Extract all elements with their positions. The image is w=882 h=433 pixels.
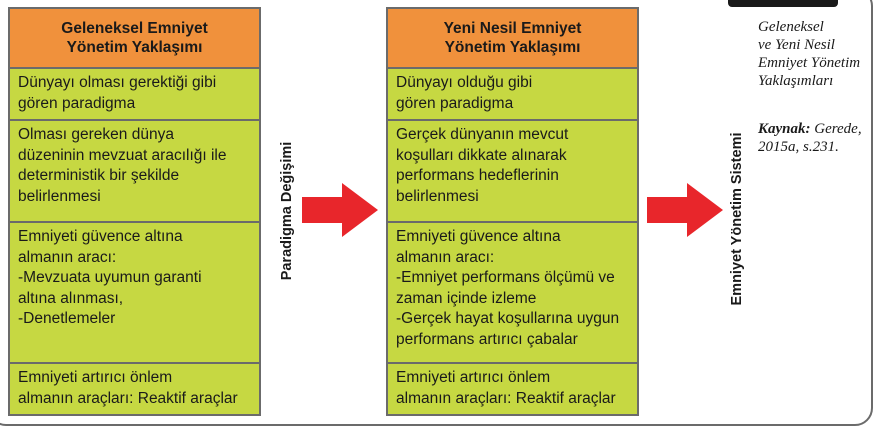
cell-line: belirlenmesi — [396, 187, 479, 205]
cell-line: gören paradigma — [18, 94, 136, 112]
header-line: Yönetim Yaklaşımı — [444, 39, 581, 56]
cell-line: almanın aracı: — [18, 248, 117, 266]
cell-line: Emniyeti artırıcı önlem — [396, 369, 551, 386]
cell-line: almanın araçları: Reaktif araçlar — [396, 389, 616, 407]
new-generation-approach-header — [388, 9, 637, 69]
cell-line: zaman içinde izleme — [396, 289, 537, 307]
caption-line: Yaklaşımları — [758, 73, 834, 89]
cell-line: Gerçek dünyanın mevcut — [396, 126, 569, 143]
cell-line: koşulları dikkate alınarak — [396, 146, 567, 164]
cell-line: Dünyayı olduğu gibi — [396, 74, 533, 91]
header-line: Yönetim Yaklaşımı — [66, 39, 203, 56]
figure-caption — [758, 18, 878, 90]
cell-line: -Denetlemeler — [18, 310, 116, 327]
new-cell-determination — [388, 121, 637, 223]
header-line: Geleneksel Emniyet — [61, 20, 208, 37]
cell-line: -Gerçek hayat koşullarına uygun — [396, 310, 620, 327]
traditional-approach-column — [8, 7, 261, 416]
safety-management-system-label: Emniyet Yönetim Sistemi — [729, 132, 745, 306]
cell-line: belirlenmesi — [18, 187, 101, 205]
caption-line: ve Yeni Nesil — [758, 37, 835, 53]
paradigm-shift-label: Paradigma Değişimi — [279, 141, 295, 281]
right-arrow-icon — [647, 183, 723, 237]
cell-line: -Mevzuata uyumun garanti — [18, 269, 202, 286]
caption-line: Emniyet Yönetim — [758, 55, 861, 71]
cell-line: Emniyeti artırıcı önlem — [18, 369, 173, 386]
cell-line: Emniyeti güvence altına — [396, 228, 561, 245]
cell-line: -Emniyet performans ölçümü ve — [396, 269, 615, 286]
new-cell-tools — [388, 364, 637, 414]
caption-line: Geleneksel — [758, 19, 824, 35]
new-cell-paradigm — [388, 69, 637, 121]
figure-tab — [728, 0, 838, 7]
cell-line: almanın araçları: Reaktif araçlar — [18, 389, 238, 407]
cell-line: performans hedeflerinin — [396, 167, 559, 184]
cell-line: düzeninin mevzuat aracılığı ile — [18, 146, 227, 164]
cell-line: Emniyeti güvence altına — [18, 228, 183, 245]
header-line: Yeni Nesil Emniyet — [443, 20, 582, 37]
cell-line: altına alınması, — [18, 289, 124, 307]
traditional-cell-paradigm — [10, 69, 259, 121]
figure-source — [758, 120, 878, 156]
traditional-cell-tools — [10, 364, 259, 414]
source-label: Kaynak: — [758, 121, 811, 137]
cell-line: deterministik bir şekilde — [18, 167, 180, 184]
source-text: Gerede, — [810, 121, 862, 137]
cell-line: Dünyayı olması gerektiği gibi — [18, 74, 217, 91]
right-arrow-icon — [302, 183, 378, 237]
new-cell-assurance — [388, 223, 637, 364]
traditional-approach-header — [10, 9, 259, 69]
cell-line: Olması gereken dünya — [18, 126, 174, 143]
source-text: 2015a, s.231. — [758, 139, 839, 155]
cell-line: gören paradigma — [396, 94, 514, 112]
traditional-cell-determination — [10, 121, 259, 223]
cell-line: performans artırıcı çabalar — [396, 330, 578, 348]
cell-line: almanın aracı: — [396, 248, 495, 266]
new-generation-approach-column — [386, 7, 639, 416]
traditional-cell-assurance — [10, 223, 259, 364]
